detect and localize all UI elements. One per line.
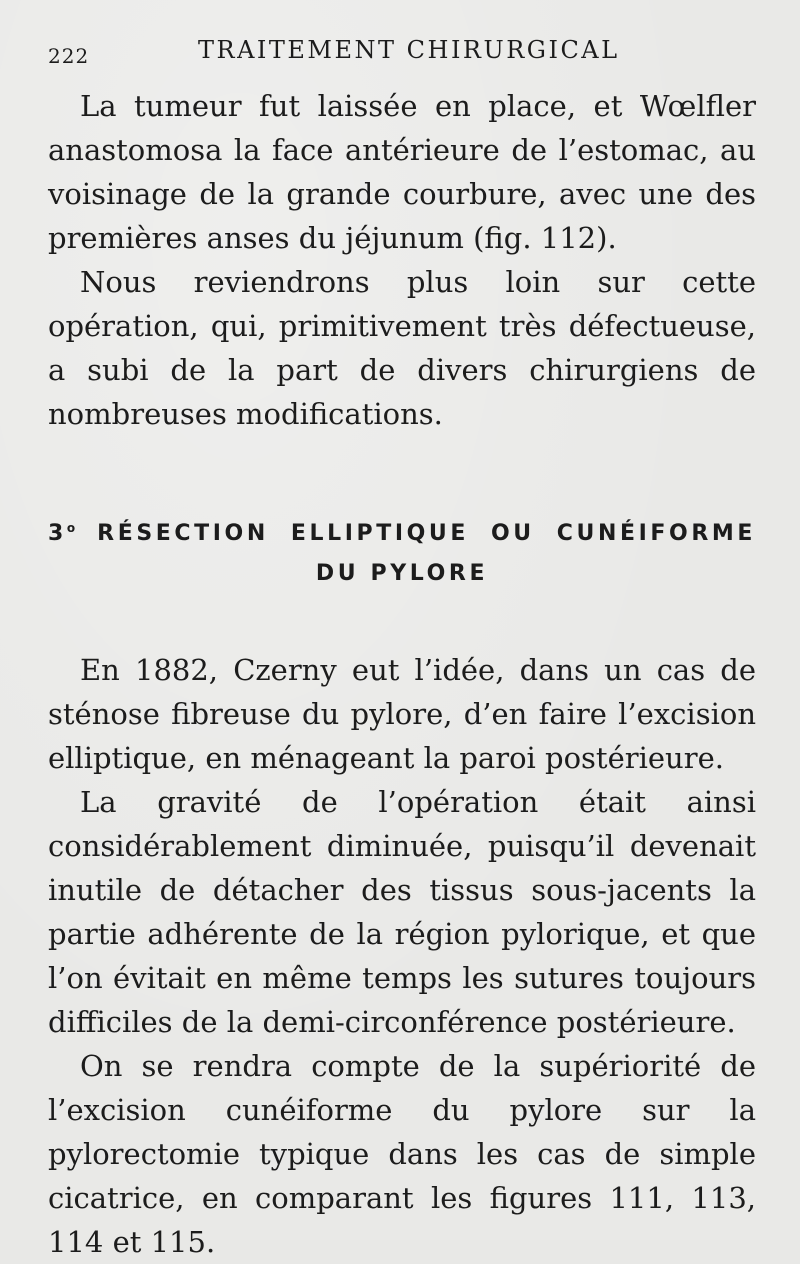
text-block-bottom xyxy=(48,648,756,1264)
paragraph: Nous reviendrons plus loin sur cette opération, qui, primitivement très défectueuse, a subi de la part de divers chirurgiens de nombreuses modifications. xyxy=(48,265,756,431)
section-heading xyxy=(48,508,756,594)
page-number: 222 xyxy=(48,44,90,68)
running-head: TRAITEMENT CHIRURGICAL xyxy=(198,36,620,64)
text-block-top xyxy=(48,84,756,436)
paragraph: La gravité de l’opération était ainsi considérablement diminuée, puisqu’il devenait inutile de détacher des tissus sous-jacents la partie adhérente de la région pylorique, et que l’on évitait en même temps les sutures toujours difficiles de la demi-circonférence postérieure. xyxy=(48,785,756,1039)
section-title-line-1: RÉSECTION ELLIPTIQUE OU CUNÉIFORME xyxy=(97,521,756,546)
paragraph: En 1882, Czerny eut l’idée, dans un cas de sténose fibreuse du pylore, d’en faire l’excision elliptique, en ménageant la paroi postérieure. xyxy=(48,653,756,775)
section-title-line-2: DU PYLORE xyxy=(315,561,489,586)
paragraph: On se rendra compte de la supériorité de l’excision cunéiforme du pylore sur la pylorectomie typique dans les cas de simple cicatrice, en comparant les figures 111, 113, 114 et 115. xyxy=(48,1049,756,1259)
paragraph: La tumeur fut laissée en place, et Wœlfler anastomosa la face antérieure de l’estomac, au voisinage de la grande courbure, avec une des premières anses du jéjunum (fig. 112). xyxy=(48,89,756,255)
section-number: 3 xyxy=(48,521,67,546)
section-heading-line-1 xyxy=(48,508,756,554)
page-header xyxy=(48,36,760,72)
ordinal-mark: o xyxy=(66,521,76,535)
